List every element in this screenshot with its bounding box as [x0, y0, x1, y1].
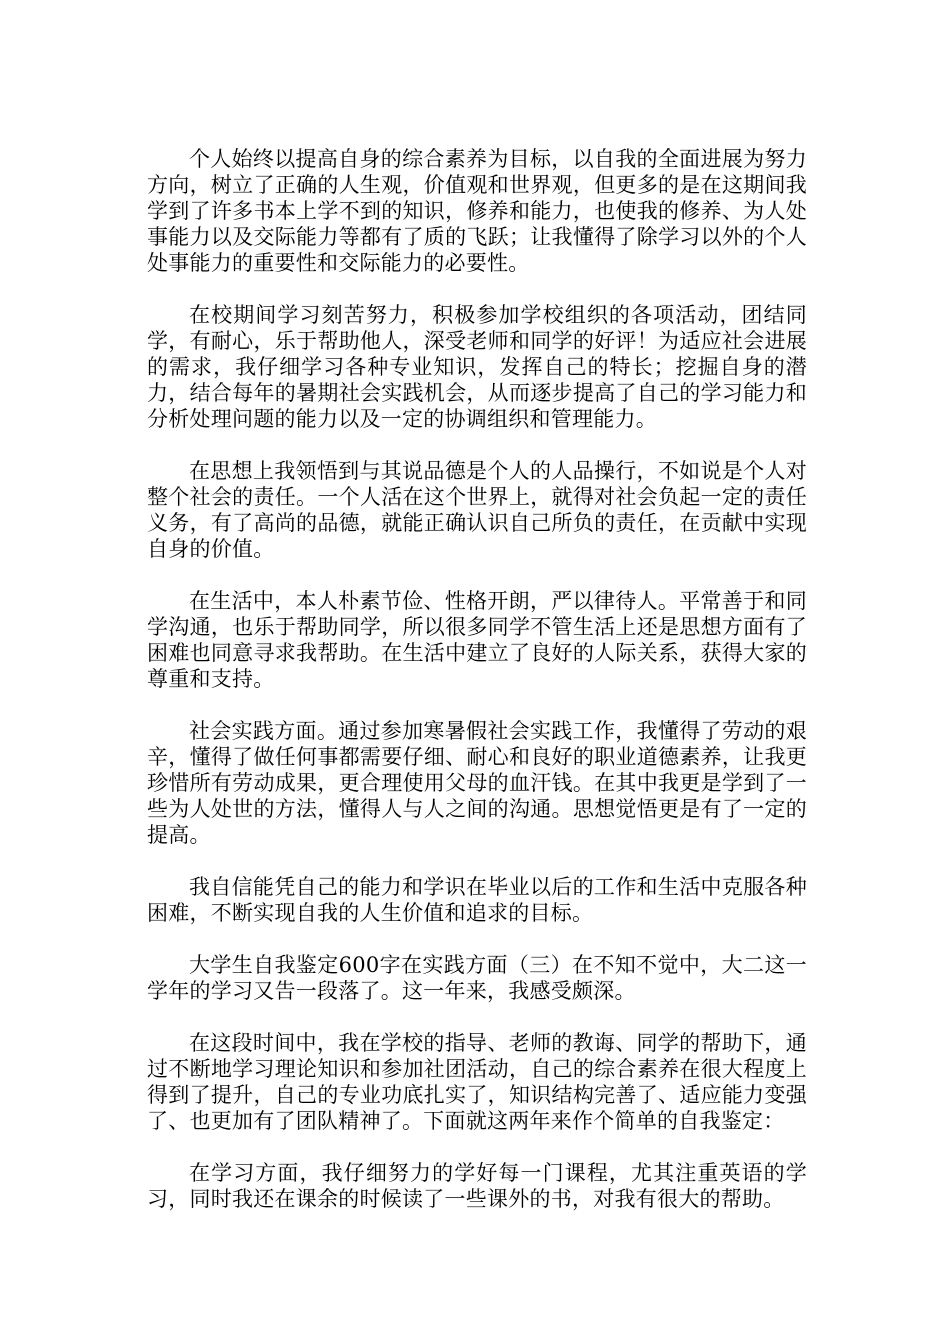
paragraph-2: 在校期间学习刻苦努力，积极参加学校组织的各项活动，团结同学，有耐心，乐于帮助他人，深受老师和同学的好评！为适应社会进展的需求，我仔细学习各种专业知识，发挥自己的特长；挖掘自身的潜力，结合每年的暑期社会实践机会，从而逐步提高了自己的学习能力和分析处理问题的能力以及一定的协调组织和管理能力。 [147, 303, 807, 431]
document-body [147, 146, 807, 1238]
paragraph-4: 在生活中，本人朴素节俭、性格开朗，严以律待人。平常善于和同学沟通，也乐于帮助同学，所以很多同学不管生活上还是思想方面有了困难也同意寻求我帮助。在生活中建立了良好的人际关系，获得大家的尊重和支持。 [147, 589, 807, 691]
paragraph-3: 在思想上我领悟到与其说品德是个人的人品操行，不如说是个人对整个社会的责任。一个人活在这个世界上，就得对社会负起一定的责任义务，有了高尚的品德，就能正确认识自己所负的责任，在贡献中实现自身的价值。 [147, 459, 807, 561]
paragraph-8: 在这段时间中，我在学校的指导、老师的教诲、同学的帮助下，通过不断地学习理论知识和参加社团活动，自己的综合素养在很大程度上得到了提升，自己的专业功底扎实了，知识结构完善了、适应能力变强了、也更加有了团队精神了。下面就这两年来作个简单的自我鉴定： [147, 1031, 807, 1133]
paragraph-9: 在学习方面，我仔细努力的学好每一门课程，尤其注重英语的学习，同时我还在课余的时候读了一些课外的书，对我有很大的帮助。 [147, 1161, 807, 1211]
paragraph-1: 个人始终以提高自身的综合素养为目标，以自我的全面进展为努力方向，树立了正确的人生观，价值观和世界观，但更多的是在这期间我学到了许多书本上学不到的知识，修养和能力，也使我的修养、为人处事能力以及交际能力等都有了质的飞跃；让我懂得了除学习以外的个人处事能力的重要性和交际能力的必要性。 [147, 147, 807, 275]
paragraph-7: 大学生自我鉴定600字在实践方面（三）在不知不觉中，大二这一学年的学习又告一段落了。这一年来，我感受颇深。 [147, 953, 807, 1003]
paragraph-6: 我自信能凭自己的能力和学识在毕业以后的工作和生活中克服各种困难，不断实现自我的人生价值和追求的目标。 [147, 875, 807, 925]
paragraph-5: 社会实践方面。通过参加寒暑假社会实践工作，我懂得了劳动的艰辛，懂得了做任何事都需要仔细、耐心和良好的职业道德素养，让我更珍惜所有劳动成果，更合理使用父母的血汗钱。在其中我更是学到了一些为人处世的方法，懂得人与人之间的沟通。思想觉悟更是有了一定的提高。 [147, 719, 807, 847]
